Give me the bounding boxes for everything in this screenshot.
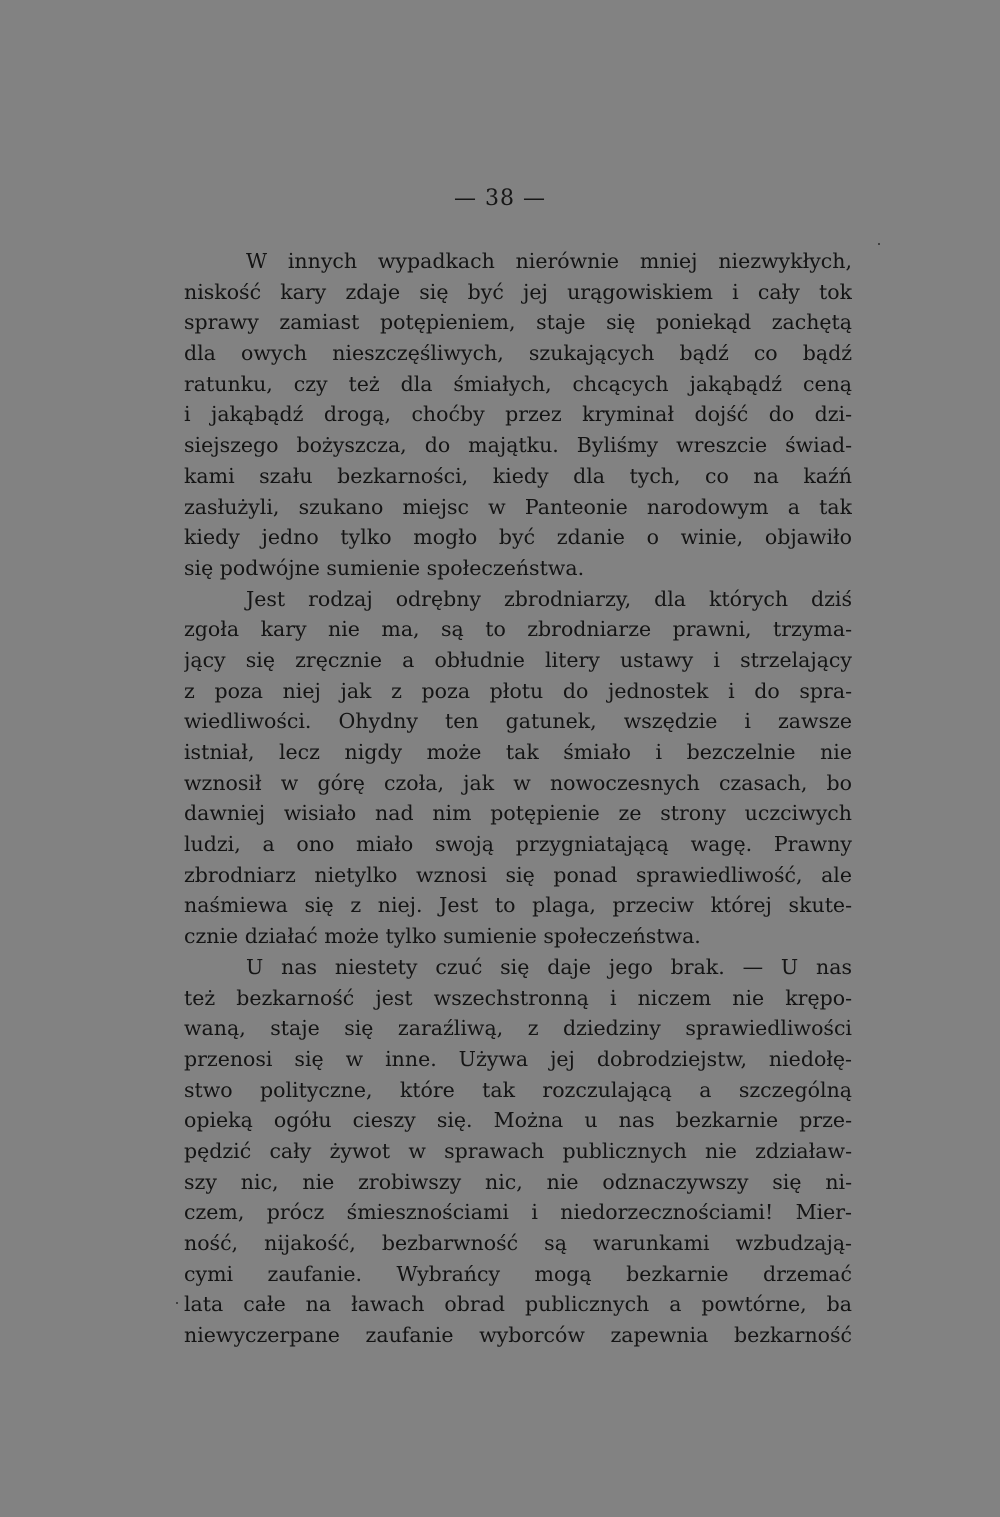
text-line: z poza niej jak z poza płotu do jednostek i do spra- — [184, 678, 852, 703]
text-line: kiedy jedno tylko mogło być zdanie o winie, objawiło — [184, 525, 852, 550]
text-line: stwo polityczne, które tak rozczulającą a szczególną — [184, 1077, 852, 1102]
text-line: dawniej wisiało nad nim potępienie ze strony uczciwych — [184, 801, 852, 826]
text-line: ratunku, czy też dla śmiałych, chcących jakąbądź ceną — [184, 371, 852, 396]
text-line: istniał, lecz nigdy może tak śmiało i bezczelnie nie — [184, 740, 852, 764]
text-line: waną, staje się zaraźliwą, z dziedziny sprawiedliwości — [184, 1016, 852, 1041]
text-line: szy nic, nie zrobiwszy nic, nie odznaczywszy się ni- — [184, 1169, 852, 1194]
text-line: ność, nijakość, bezbarwność są warunkami wzbudzają- — [184, 1231, 852, 1255]
text-line: opieką ogółu cieszy się. Można u nas bezkarnie prze- — [184, 1108, 852, 1133]
text-line: wznosił w górę czoła, jak w nowoczesnych czasach, bo — [184, 770, 852, 795]
text-line: dla owych nieszczęśliwych, szukających bądź co bądź — [184, 341, 852, 366]
text-line: siejszego bożyszcza, do majątku. Byliśmy wreszcie świad- — [184, 433, 852, 458]
text-line: W innych wypadkach nierównie mniej niezwykłych, — [246, 249, 852, 273]
text-line: naśmiewa się z niej. Jest to plaga, przeciw której skute- — [184, 893, 852, 918]
text-line: U nas niestety czuć się daje jego brak. — U nas — [246, 954, 852, 979]
text-line: wiedliwości. Ohydny ten gatunek, wszędzie i zawsze — [184, 709, 852, 734]
text-line: się podwójne sumienie społeczeństwa. — [184, 555, 585, 580]
text-line: jący się zręcznie a obłudnie litery ustawy i strzelający — [184, 647, 852, 672]
text-line: zasłużyli, szukano miejsc w Panteonie narodowym a tak — [184, 494, 852, 519]
text-line: ludzi, a ono miało swoją przygniatającą wagę. Prawny — [184, 832, 852, 857]
text-line: zbrodniarz nietylko wznosi się ponad sprawiedliwość, ale — [184, 862, 852, 887]
page-number: — 38 — — [454, 186, 546, 211]
text-line: lata całe na ławach obrad publicznych a powtórne, ba — [184, 1292, 852, 1317]
text-line: i jakąbądź drogą, choćby przez kryminał dojść do dzi- — [184, 402, 852, 427]
text-line: cymi zaufanie. Wybrańcy mogą bezkarnie drzemać — [184, 1261, 852, 1286]
text-line: niskość kary zdaje się być jej urągowiskiem i cały tok — [184, 279, 852, 304]
scan-speck — [176, 1302, 178, 1304]
text-line: pędzić cały żywot w sprawach publicznych nie zdziaław- — [184, 1138, 852, 1163]
text-line: czem, prócz śmiesznościami i niedorzecznościami! Mier- — [184, 1200, 852, 1225]
text-line: kami szału bezkarności, kiedy dla tych, co na kaźń — [184, 463, 852, 488]
text-line: niewyczerpane zaufanie wyborców zapewnia bezkarność — [184, 1323, 852, 1348]
text-line: zgoła kary nie ma, są to zbrodniarze prawni, trzyma- — [184, 617, 852, 642]
scan-speck — [878, 243, 880, 245]
text-line: Jest rodzaj odrębny zbrodniarzy, dla których dziś — [246, 586, 852, 611]
text-line: przenosi się w inne. Używa jej dobrodziejstw, niedołę- — [184, 1046, 852, 1071]
body-text — [184, 246, 852, 1351]
text-line: sprawy zamiast potępieniem, staje się poniekąd zachętą — [184, 310, 852, 335]
text-line: cznie działać może tylko sumienie społeczeństwa. — [184, 924, 701, 949]
text-line: też bezkarność jest wszechstronną i niczem nie krępo- — [184, 985, 852, 1010]
